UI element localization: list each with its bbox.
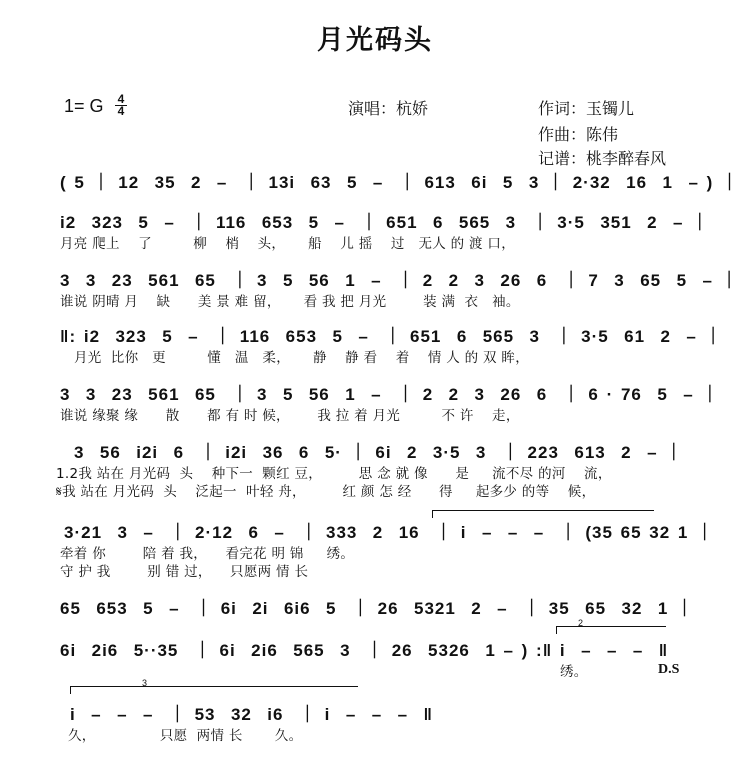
volta-bracket-line <box>432 510 654 511</box>
score-system <box>60 208 710 252</box>
notation-line: 65 653 5 – ｜ 6i 2i 6i6 5 ｜ 26 5321 2 – ｜ 35 65 32 1 ｜ <box>60 599 695 618</box>
song-title: 月光码头 <box>317 25 433 56</box>
score-system <box>56 438 690 500</box>
volta-bracket-edge <box>70 686 71 694</box>
score-system <box>60 700 690 744</box>
notation-line: 3 3 23 561 65 ｜ 3 5 56 1 – ｜ 2 2 3 26 6 ｜ 6 · 76 5 – ｜ <box>60 385 720 404</box>
volta-bracket-edge <box>556 626 557 634</box>
notation-line: ( 5 ｜ 12 35 2 – ｜ 13i 63 5 – ｜ 613 6i 5 3 ｜ 2·32 16 1 – ) ｜ <box>60 173 740 192</box>
transcriber-credit: 记谱：桃李醉春风 <box>538 149 667 168</box>
lyric-line: 月亮 爬上 了 柳 梢 头， 船 儿 摇 过 无人 的 渡 口， <box>60 236 516 252</box>
notation-line: ‖: i2 323 5 – ｜ 116 653 5 – ｜ 651 6 565 3 ｜ 3·5 61 2 – ｜ <box>60 327 723 346</box>
lyric-line: 月光 比你 更 懂 温 柔， 静 静 看 着 情 人 的 双 眸， <box>74 350 530 366</box>
lyric-line: 守 护 我 别 错 过， 只愿两 情 长 <box>60 564 309 580</box>
notation-line: 3 56 i2i 6 ｜ i2i 36 6 5· ｜ 6i 2 3·5 3 ｜ 223 613 2 – ｜ <box>74 443 684 462</box>
composer-credit: 作曲：陈伟 <box>538 125 619 144</box>
notation-line: i – – – ｜ 53 32 i6 ｜ i – – – ‖ <box>70 705 433 724</box>
lyric-line: 1.2我 站在 月光码 头 种下一 颗红 豆， 思 念 就 像 是 流不尽 的河 流， <box>56 466 612 482</box>
volta-bracket-line <box>70 686 358 687</box>
lyricist-credit: 作词：玉镯儿 <box>538 99 635 118</box>
key-signature: 1= G <box>64 96 104 116</box>
time-signature-top: 4 <box>117 92 125 106</box>
volta-number: 2 <box>578 618 584 628</box>
lyric-line: 久， 只愿 两情 长 久。 <box>68 728 303 744</box>
ds-mark: D.S <box>658 662 680 677</box>
lyric-line: 绣。 <box>560 664 588 680</box>
notation-line: 3·21 3 – ｜ 2·12 6 – ｜ 333 2 16 ｜ i – – – ｜ (35 65 32 1 ｜ <box>64 523 715 542</box>
notation-line: 6i 2i6 5··35 ｜ 6i 2i6 565 3 ｜ 26 5326 1 – ) :‖ i – – – ‖ <box>60 641 669 660</box>
score-system <box>60 380 720 424</box>
score-system <box>60 594 695 619</box>
lyric-line: 𝄋我 站在 月光码 头 泛起一 叶轻 舟， 红 颜 怎 经 得 起多少 的等 候， <box>56 484 596 500</box>
lyric-line: 牵着 你 陪 着 我， 看完花 明 锦 绣。 <box>60 546 355 562</box>
time-signature-bottom: 4 <box>117 104 125 118</box>
score-system <box>60 322 723 366</box>
volta-bracket-line <box>556 626 666 627</box>
time-signature <box>114 94 128 117</box>
lyric-line: 谁说 阴晴 月 缺 美 景 难 留， 看 我 把 月光 装 满 衣 袖。 <box>60 294 520 310</box>
notation-line: 3 3 23 561 65 ｜ 3 5 56 1 – ｜ 2 2 3 26 6 ｜ 7 3 65 5 – ｜ <box>60 271 739 290</box>
score-system <box>60 168 740 193</box>
lyric-line: 谁说 缘聚 缘 散 都 有 时 候， 我 拉 着 月光 不 许 走， <box>60 408 520 424</box>
singer-credit: 演唱：杭娇 <box>348 99 429 118</box>
volta-bracket-edge <box>432 510 433 518</box>
score-system <box>60 518 715 580</box>
notation-line: i2 323 5 – ｜ 116 653 5 – ｜ 651 6 565 3 ｜ 3·5 351 2 – ｜ <box>60 213 710 232</box>
score-system <box>60 266 739 310</box>
volta-number: 3 <box>142 678 148 688</box>
